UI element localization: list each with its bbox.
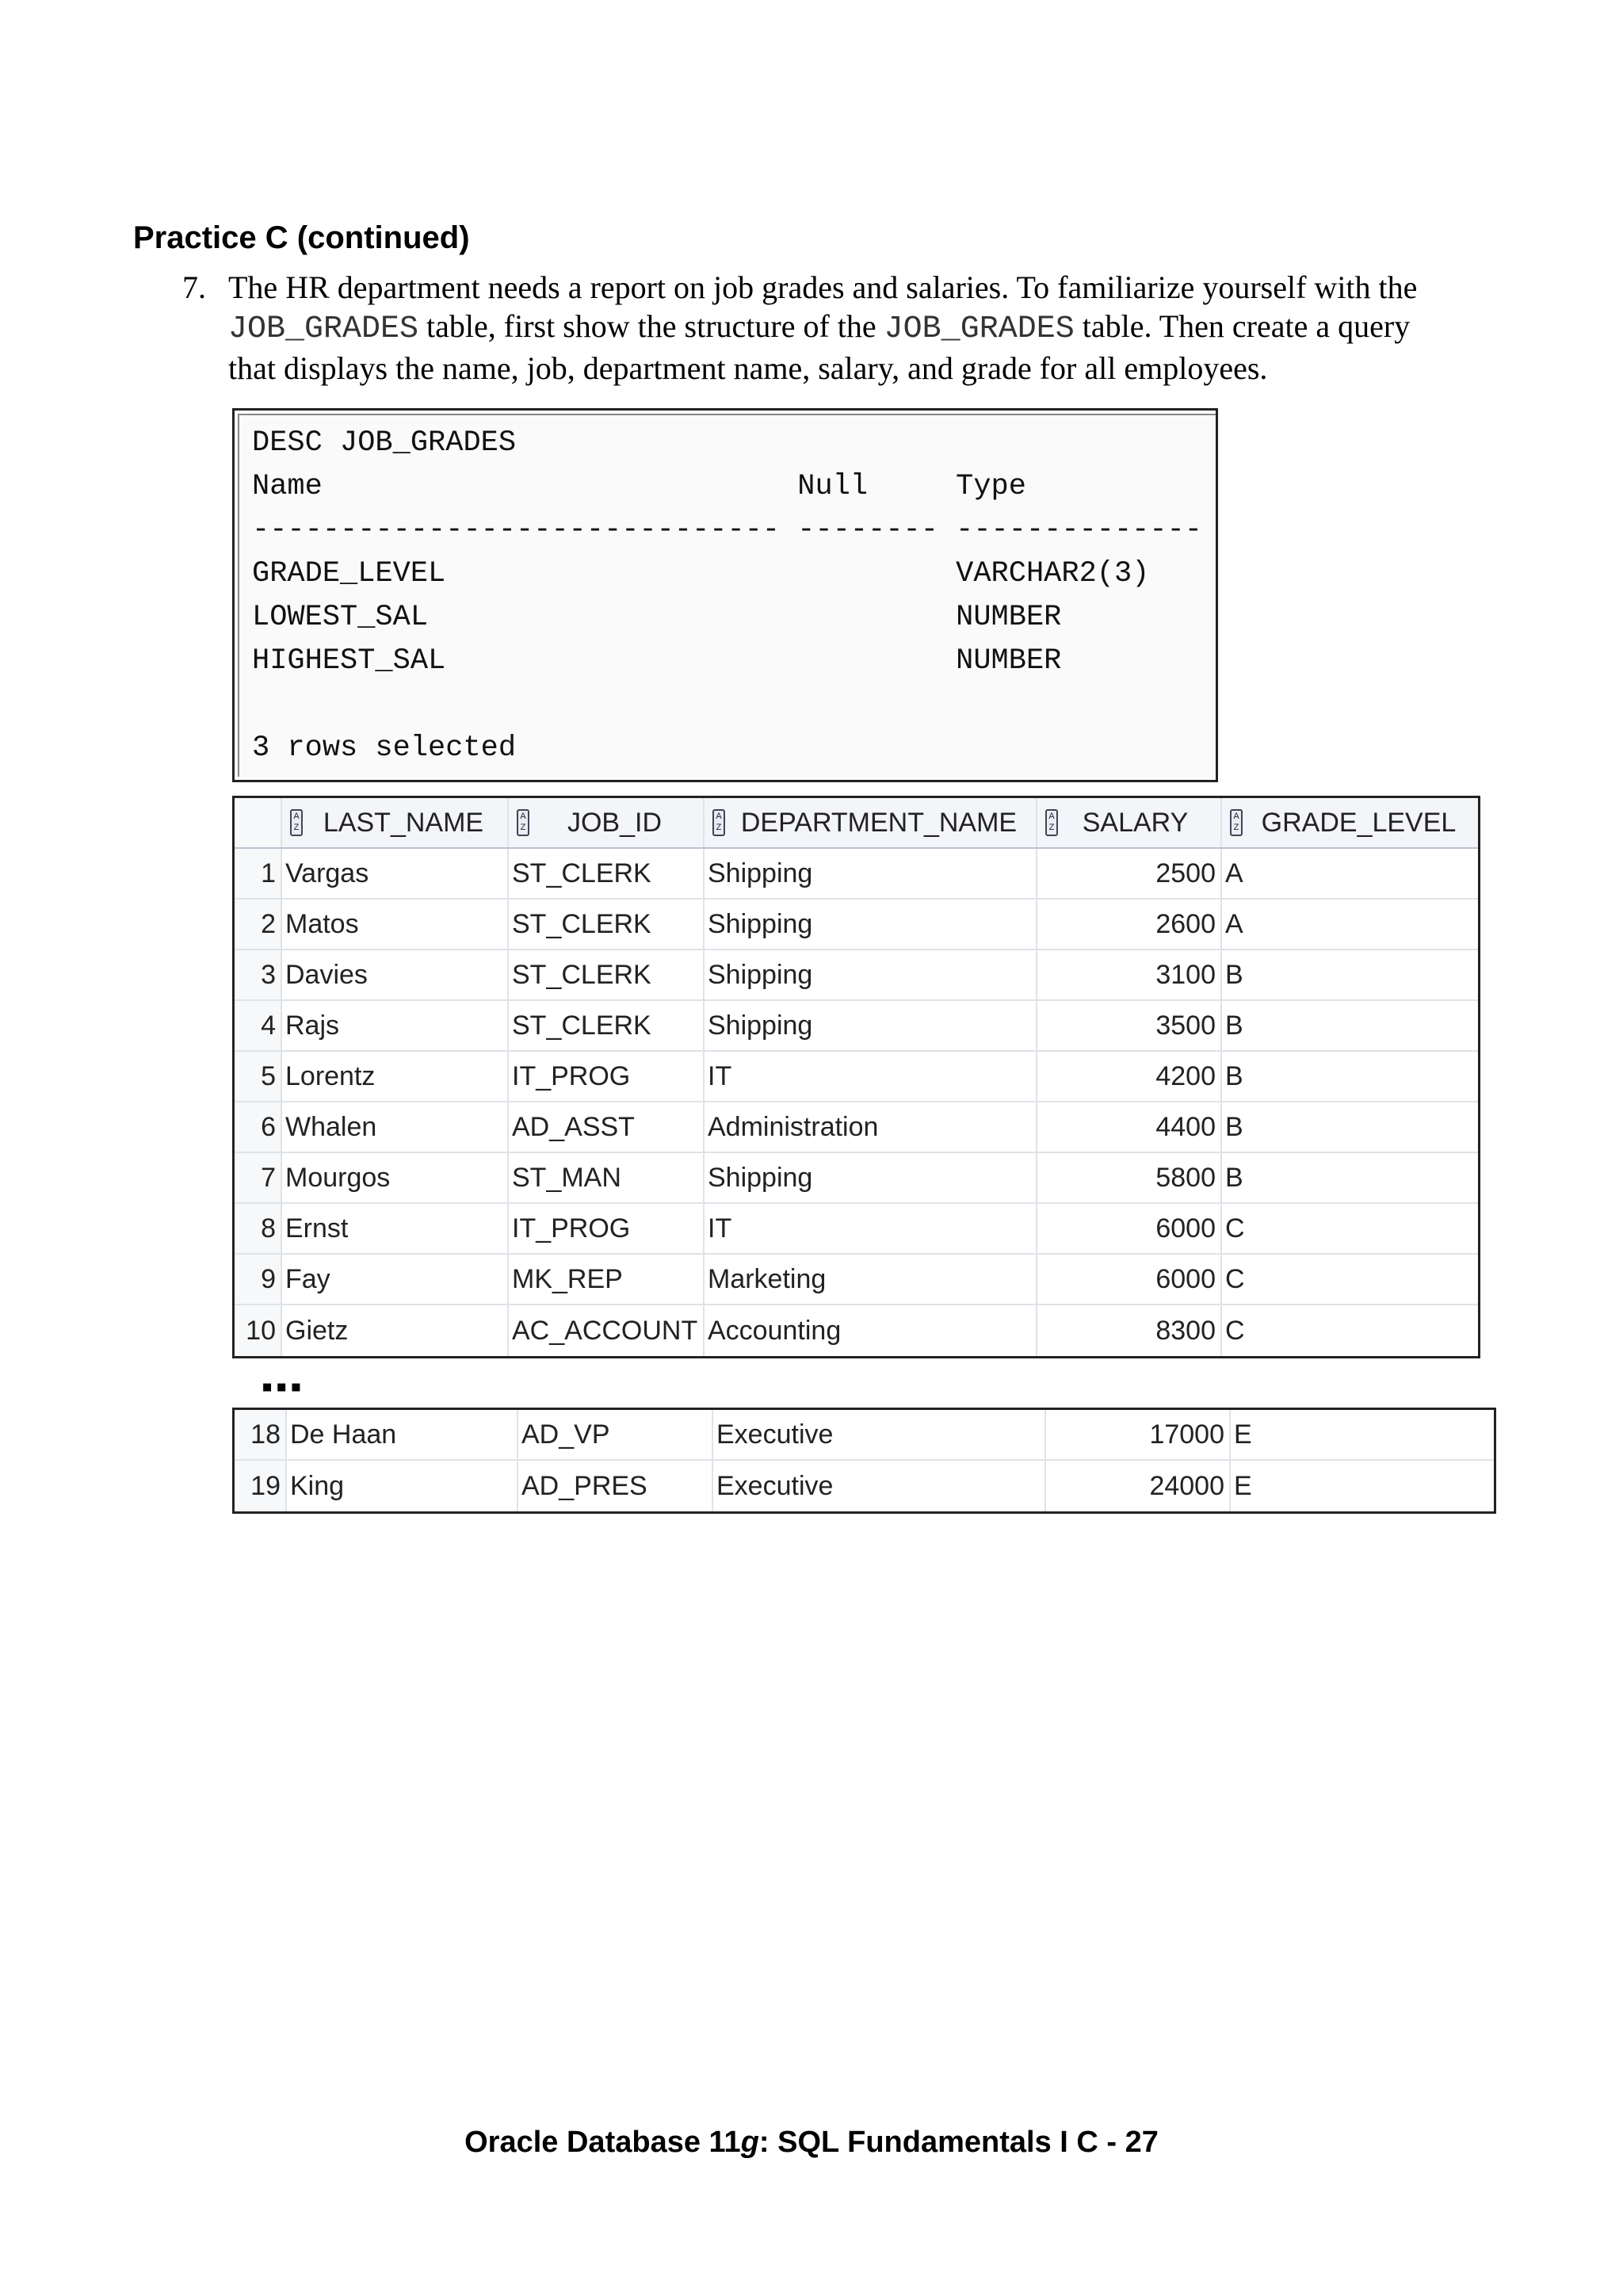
row-number[interactable]: 3 bbox=[235, 950, 282, 999]
cell-grade-level[interactable]: E bbox=[1234, 1470, 1252, 1501]
column-header-job-id[interactable]: A Z JOB_ID bbox=[509, 798, 705, 847]
cell-department-name[interactable]: Shipping bbox=[705, 849, 1037, 898]
cell-job-id[interactable]: ST_CLERK bbox=[509, 849, 705, 898]
table-row[interactable] bbox=[235, 1255, 1478, 1305]
cell-grade-level[interactable]: B bbox=[1225, 959, 1243, 990]
row-number[interactable]: 1 bbox=[235, 849, 282, 898]
cell-grade-level[interactable]: A bbox=[1225, 858, 1243, 888]
result-grid-tail bbox=[232, 1408, 1496, 1514]
cell-department-name[interactable]: Shipping bbox=[705, 1153, 1037, 1202]
desc-output-panel bbox=[232, 408, 1218, 782]
question-paragraph bbox=[182, 268, 1482, 388]
cell-last-name[interactable]: Ernst bbox=[282, 1204, 509, 1253]
cell-job-id[interactable]: AD_ASST bbox=[509, 1102, 705, 1152]
cell-salary[interactable]: 5800 bbox=[1037, 1153, 1222, 1202]
section-heading: Practice C (continued) bbox=[133, 220, 470, 255]
row-number[interactable]: 2 bbox=[235, 900, 282, 949]
cell-salary[interactable]: 8300 bbox=[1037, 1305, 1222, 1356]
row-number[interactable]: 8 bbox=[235, 1204, 282, 1253]
cell-grade-level[interactable]: C bbox=[1225, 1213, 1245, 1244]
column-header-grade-level[interactable]: A Z GRADE_LEVEL bbox=[1222, 798, 1478, 847]
sort-az-icon[interactable]: A Z bbox=[1045, 809, 1058, 836]
cell-salary[interactable]: 24000 bbox=[1046, 1461, 1231, 1511]
cell-last-name[interactable]: Mourgos bbox=[282, 1153, 509, 1202]
cell-salary[interactable]: 17000 bbox=[1046, 1410, 1231, 1459]
cell-grade-level[interactable]: B bbox=[1225, 1060, 1243, 1091]
cell-last-name[interactable]: Davies bbox=[282, 950, 509, 999]
table-row[interactable] bbox=[235, 1305, 1478, 1356]
desc-footer: 3 rows selected bbox=[252, 732, 517, 765]
table-row[interactable] bbox=[235, 1001, 1478, 1052]
table-row[interactable] bbox=[235, 849, 1478, 900]
cell-job-id[interactable]: ST_CLERK bbox=[509, 1001, 705, 1050]
cell-last-name[interactable]: De Haan bbox=[287, 1410, 518, 1459]
cell-department-name[interactable]: Shipping bbox=[705, 900, 1037, 949]
page-footer: Oracle Database 11g: SQL Fundamentals I C - 27 bbox=[464, 2126, 1159, 2159]
row-number[interactable]: 10 bbox=[235, 1305, 282, 1356]
question-text bbox=[228, 268, 1482, 388]
rows-omitted-marker: ▪▪▪ bbox=[262, 1370, 305, 1404]
cell-grade-level[interactable]: B bbox=[1225, 1162, 1243, 1193]
cell-last-name[interactable]: Vargas bbox=[282, 849, 509, 898]
row-number[interactable]: 18 bbox=[235, 1410, 287, 1459]
cell-grade-level[interactable]: A bbox=[1225, 908, 1243, 939]
row-number[interactable]: 19 bbox=[235, 1461, 287, 1511]
cell-grade-level[interactable]: C bbox=[1225, 1315, 1245, 1346]
sort-az-icon[interactable]: A Z bbox=[517, 809, 529, 836]
column-header-salary[interactable]: A Z SALARY bbox=[1037, 798, 1222, 847]
cell-grade-level[interactable]: B bbox=[1225, 1111, 1243, 1142]
row-number[interactable]: 6 bbox=[235, 1102, 282, 1152]
question-text-3: table. Then create a query bbox=[1074, 308, 1411, 344]
cell-department-name[interactable]: Accounting bbox=[705, 1305, 1037, 1356]
cell-salary[interactable]: 4400 bbox=[1037, 1102, 1222, 1152]
cell-department-name[interactable]: Executive bbox=[713, 1461, 1046, 1511]
grid-tail-body bbox=[235, 1410, 1494, 1511]
desc-row: GRADE_LEVEL VARCHAR2(3) bbox=[252, 557, 1150, 590]
cell-job-id[interactable]: AD_VP bbox=[518, 1410, 713, 1459]
result-grid bbox=[232, 796, 1480, 1358]
cell-last-name[interactable]: Gietz bbox=[282, 1305, 509, 1356]
cell-last-name[interactable]: Matos bbox=[282, 900, 509, 949]
cell-last-name[interactable]: King bbox=[287, 1461, 518, 1511]
table-row[interactable] bbox=[235, 1102, 1478, 1153]
desc-header: Name Null Type bbox=[252, 470, 1026, 503]
grid-body bbox=[235, 849, 1478, 1356]
cell-department-name[interactable]: Marketing bbox=[705, 1255, 1037, 1304]
cell-salary[interactable]: 4200 bbox=[1037, 1052, 1222, 1101]
code-job-grades-1: JOB_GRADES bbox=[228, 311, 419, 347]
table-row[interactable] bbox=[235, 1410, 1494, 1461]
cell-last-name[interactable]: Whalen bbox=[282, 1102, 509, 1152]
cell-salary[interactable]: 6000 bbox=[1037, 1204, 1222, 1253]
cell-job-id[interactable]: MK_REP bbox=[509, 1255, 705, 1304]
desc-row: LOWEST_SAL NUMBER bbox=[252, 601, 1062, 634]
cell-job-id[interactable]: AC_ACCOUNT bbox=[509, 1305, 705, 1356]
row-number[interactable]: 7 bbox=[235, 1153, 282, 1202]
cell-job-id[interactable]: AD_PRES bbox=[518, 1461, 713, 1511]
column-header-department-name[interactable]: A Z DEPARTMENT_NAME bbox=[705, 798, 1037, 847]
row-number[interactable]: 4 bbox=[235, 1001, 282, 1050]
question-text-1: The HR department needs a report on job grades and salaries. To familiarize yourself with the bbox=[228, 269, 1418, 305]
sort-az-icon[interactable]: A Z bbox=[290, 809, 303, 836]
cell-last-name[interactable]: Rajs bbox=[282, 1001, 509, 1050]
cell-last-name[interactable]: Lorentz bbox=[282, 1052, 509, 1101]
cell-job-id[interactable]: ST_CLERK bbox=[509, 950, 705, 999]
cell-grade-level[interactable]: C bbox=[1225, 1263, 1245, 1294]
table-row[interactable] bbox=[235, 1461, 1494, 1511]
desc-command: DESC JOB_GRADES bbox=[252, 426, 517, 460]
question-text-4: that displays the name, job, department name, salary, and grade for all employees. bbox=[228, 350, 1268, 386]
cell-salary[interactable]: 3500 bbox=[1037, 1001, 1222, 1050]
sort-az-icon[interactable]: A Z bbox=[1230, 809, 1243, 836]
cell-department-name[interactable]: Executive bbox=[713, 1410, 1046, 1459]
cell-salary[interactable]: 6000 bbox=[1037, 1255, 1222, 1304]
grid-header-row bbox=[235, 798, 1478, 849]
desc-row: HIGHEST_SAL NUMBER bbox=[252, 644, 1062, 678]
table-row[interactable] bbox=[235, 950, 1478, 1001]
cell-department-name[interactable]: IT bbox=[705, 1052, 1037, 1101]
code-job-grades-2: JOB_GRADES bbox=[884, 311, 1075, 347]
cell-grade-level[interactable]: B bbox=[1225, 1010, 1243, 1041]
cell-department-name[interactable]: Administration bbox=[705, 1102, 1037, 1152]
table-row[interactable] bbox=[235, 1052, 1478, 1102]
row-number[interactable]: 9 bbox=[235, 1255, 282, 1304]
table-row[interactable] bbox=[235, 900, 1478, 950]
table-row[interactable] bbox=[235, 1204, 1478, 1255]
sort-az-icon[interactable]: A Z bbox=[712, 809, 725, 836]
cell-department-name[interactable]: Shipping bbox=[705, 1001, 1037, 1050]
cell-salary[interactable]: 2600 bbox=[1037, 900, 1222, 949]
cell-department-name[interactable]: Shipping bbox=[705, 950, 1037, 999]
table-row[interactable] bbox=[235, 1153, 1478, 1204]
cell-salary[interactable]: 2500 bbox=[1037, 849, 1222, 898]
desc-separator: ------------------------------ -------- -------------- bbox=[252, 514, 1202, 547]
question-number: 7. bbox=[182, 269, 206, 305]
cell-department-name[interactable]: IT bbox=[705, 1204, 1037, 1253]
cell-job-id[interactable]: IT_PROG bbox=[509, 1052, 705, 1101]
question-text-2: table, first show the structure of the bbox=[418, 308, 884, 344]
cell-job-id[interactable]: ST_CLERK bbox=[509, 900, 705, 949]
column-header-last-name[interactable]: A Z LAST_NAME bbox=[282, 798, 509, 847]
cell-job-id[interactable]: IT_PROG bbox=[509, 1204, 705, 1253]
row-number[interactable]: 5 bbox=[235, 1052, 282, 1101]
cell-last-name[interactable]: Fay bbox=[282, 1255, 509, 1304]
cell-salary[interactable]: 3100 bbox=[1037, 950, 1222, 999]
cell-grade-level[interactable]: E bbox=[1234, 1419, 1252, 1450]
row-number-header bbox=[235, 798, 282, 847]
cell-job-id[interactable]: ST_MAN bbox=[509, 1153, 705, 1202]
